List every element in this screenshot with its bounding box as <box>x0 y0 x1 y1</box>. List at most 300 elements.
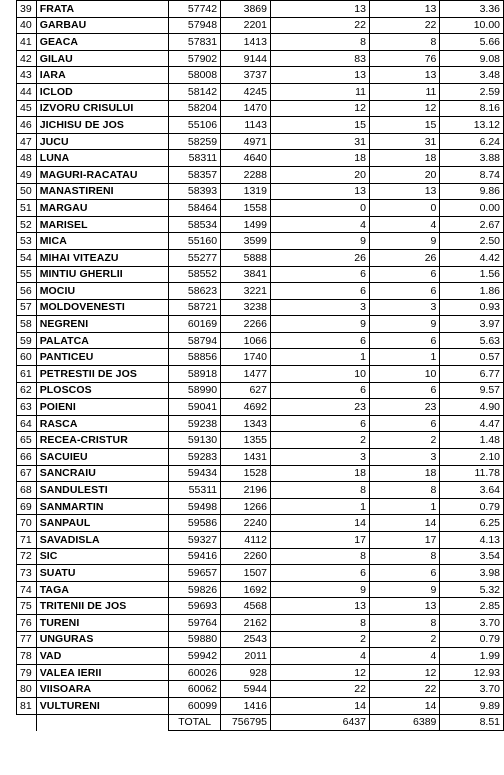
table-row <box>17 183 504 200</box>
siruta-code-cell: 59434 <box>169 465 221 482</box>
total-population: 756795 <box>221 714 271 731</box>
siruta-code-cell: 58393 <box>169 183 221 200</box>
table-row <box>17 349 504 366</box>
row-number-cell: 57 <box>17 299 37 316</box>
table-row <box>17 565 504 582</box>
locality-name-cell: IARA <box>36 67 169 84</box>
value-b-cell: 17 <box>369 532 439 549</box>
rate-cell: 9.08 <box>440 50 504 67</box>
table-row <box>17 548 504 565</box>
value-a-cell: 20 <box>270 166 369 183</box>
siruta-code-cell: 58990 <box>169 382 221 399</box>
siruta-code-cell: 58204 <box>169 100 221 117</box>
row-number-cell: 76 <box>17 614 37 631</box>
locality-name-cell: PALATCA <box>36 332 169 349</box>
value-b-cell: 8 <box>369 614 439 631</box>
locality-name-cell: GEACA <box>36 34 169 51</box>
value-a-cell: 18 <box>270 150 369 167</box>
value-a-cell: 14 <box>270 697 369 714</box>
value-b-cell: 31 <box>369 133 439 150</box>
value-a-cell: 22 <box>270 681 369 698</box>
row-number-cell: 45 <box>17 100 37 117</box>
total-blank-cell <box>36 714 169 731</box>
population-cell: 1416 <box>221 697 271 714</box>
value-a-cell: 83 <box>270 50 369 67</box>
rate-cell: 3.98 <box>440 565 504 582</box>
siruta-code-cell: 59764 <box>169 614 221 631</box>
siruta-code-cell: 58856 <box>169 349 221 366</box>
locality-name-cell: VAD <box>36 648 169 665</box>
row-number-cell: 54 <box>17 249 37 266</box>
table-row <box>17 34 504 51</box>
value-a-cell: 14 <box>270 515 369 532</box>
locality-name-cell: SIC <box>36 548 169 565</box>
locality-name-cell: IZVORU CRISULUI <box>36 100 169 117</box>
table-row <box>17 283 504 300</box>
row-number-cell: 52 <box>17 216 37 233</box>
locality-name-cell: VULTURENI <box>36 697 169 714</box>
population-cell: 2196 <box>221 482 271 499</box>
row-number-cell: 47 <box>17 133 37 150</box>
value-b-cell: 8 <box>369 548 439 565</box>
locality-name-cell: MOLDOVENESTI <box>36 299 169 316</box>
value-a-cell: 3 <box>270 449 369 466</box>
population-cell: 4568 <box>221 598 271 615</box>
siruta-code-cell: 60062 <box>169 681 221 698</box>
row-number-cell: 48 <box>17 150 37 167</box>
siruta-code-cell: 59693 <box>169 598 221 615</box>
rate-cell: 8.74 <box>440 166 504 183</box>
value-b-cell: 18 <box>369 465 439 482</box>
table-row <box>17 366 504 383</box>
locality-name-cell: RASCA <box>36 415 169 432</box>
value-b-cell: 11 <box>369 83 439 100</box>
table-row <box>17 67 504 84</box>
row-number-cell: 73 <box>17 565 37 582</box>
locality-name-cell: SACUIEU <box>36 449 169 466</box>
row-number-cell: 50 <box>17 183 37 200</box>
population-cell: 3737 <box>221 67 271 84</box>
rate-cell: 8.16 <box>440 100 504 117</box>
value-b-cell: 22 <box>369 681 439 698</box>
value-b-cell: 13 <box>369 183 439 200</box>
rate-cell: 2.50 <box>440 233 504 250</box>
row-number-cell: 42 <box>17 50 37 67</box>
table-row <box>17 498 504 515</box>
table-row <box>17 465 504 482</box>
siruta-code-cell: 55311 <box>169 482 221 499</box>
value-b-cell: 13 <box>369 67 439 84</box>
value-a-cell: 8 <box>270 34 369 51</box>
population-cell: 2011 <box>221 648 271 665</box>
table-row <box>17 382 504 399</box>
locality-name-cell: MARGAU <box>36 200 169 217</box>
locality-name-cell: SANDULESTI <box>36 482 169 499</box>
value-b-cell: 13 <box>369 598 439 615</box>
value-b-cell: 6 <box>369 565 439 582</box>
siruta-code-cell: 57902 <box>169 50 221 67</box>
siruta-code-cell: 58552 <box>169 266 221 283</box>
value-a-cell: 11 <box>270 83 369 100</box>
locality-name-cell: SAVADISLA <box>36 532 169 549</box>
value-a-cell: 12 <box>270 664 369 681</box>
population-cell: 1692 <box>221 581 271 598</box>
siruta-code-cell: 59041 <box>169 399 221 416</box>
table-row <box>17 532 504 549</box>
row-number-cell: 60 <box>17 349 37 366</box>
siruta-code-cell: 59130 <box>169 432 221 449</box>
row-number-cell: 78 <box>17 648 37 665</box>
table-row <box>17 515 504 532</box>
population-cell: 4692 <box>221 399 271 416</box>
population-cell: 1528 <box>221 465 271 482</box>
siruta-code-cell: 58918 <box>169 366 221 383</box>
value-a-cell: 8 <box>270 548 369 565</box>
siruta-code-cell: 59327 <box>169 532 221 549</box>
population-cell: 5888 <box>221 249 271 266</box>
value-a-cell: 26 <box>270 249 369 266</box>
value-b-cell: 8 <box>369 482 439 499</box>
value-b-cell: 6 <box>369 283 439 300</box>
value-a-cell: 6 <box>270 266 369 283</box>
population-cell: 3599 <box>221 233 271 250</box>
population-cell: 1470 <box>221 100 271 117</box>
siruta-code-cell: 59657 <box>169 565 221 582</box>
value-a-cell: 2 <box>270 631 369 648</box>
population-cell: 2260 <box>221 548 271 565</box>
row-number-cell: 49 <box>17 166 37 183</box>
locality-name-cell: UNGURAS <box>36 631 169 648</box>
table-row <box>17 299 504 316</box>
population-cell: 1343 <box>221 415 271 432</box>
value-a-cell: 1 <box>270 498 369 515</box>
table-row <box>17 631 504 648</box>
locality-name-cell: SUATU <box>36 565 169 582</box>
locality-name-cell: TURENI <box>36 614 169 631</box>
population-cell: 928 <box>221 664 271 681</box>
locality-name-cell: TAGA <box>36 581 169 598</box>
population-cell: 1431 <box>221 449 271 466</box>
population-cell: 2201 <box>221 17 271 34</box>
row-number-cell: 81 <box>17 697 37 714</box>
data-table <box>16 0 504 731</box>
row-number-cell: 72 <box>17 548 37 565</box>
rate-cell: 0.00 <box>440 200 504 217</box>
value-a-cell: 15 <box>270 117 369 134</box>
rate-cell: 4.13 <box>440 532 504 549</box>
value-b-cell: 13 <box>369 1 439 18</box>
rate-cell: 4.47 <box>440 415 504 432</box>
rate-cell: 6.24 <box>440 133 504 150</box>
locality-name-cell: MOCIU <box>36 283 169 300</box>
value-a-cell: 3 <box>270 299 369 316</box>
locality-name-cell: VALEA IERII <box>36 664 169 681</box>
value-b-cell: 3 <box>369 299 439 316</box>
value-b-cell: 22 <box>369 17 439 34</box>
row-number-cell: 46 <box>17 117 37 134</box>
value-a-cell: 31 <box>270 133 369 150</box>
value-b-cell: 6 <box>369 332 439 349</box>
table-row <box>17 697 504 714</box>
siruta-code-cell: 58623 <box>169 283 221 300</box>
locality-name-cell: SANMARTIN <box>36 498 169 515</box>
population-cell: 1507 <box>221 565 271 582</box>
population-cell: 4971 <box>221 133 271 150</box>
rate-cell: 5.63 <box>440 332 504 349</box>
population-cell: 1558 <box>221 200 271 217</box>
siruta-code-cell: 55277 <box>169 249 221 266</box>
population-cell: 1066 <box>221 332 271 349</box>
value-b-cell: 10 <box>369 366 439 383</box>
siruta-code-cell: 60099 <box>169 697 221 714</box>
value-b-cell: 8 <box>369 34 439 51</box>
row-number-cell: 75 <box>17 598 37 615</box>
locality-name-cell: NEGRENI <box>36 316 169 333</box>
rate-cell: 1.56 <box>440 266 504 283</box>
row-number-cell: 67 <box>17 465 37 482</box>
row-number-cell: 58 <box>17 316 37 333</box>
row-number-cell: 56 <box>17 283 37 300</box>
siruta-code-cell: 57831 <box>169 34 221 51</box>
value-a-cell: 6 <box>270 283 369 300</box>
locality-name-cell: SANPAUL <box>36 515 169 532</box>
rate-cell: 0.57 <box>440 349 504 366</box>
locality-name-cell: MIHAI VITEAZU <box>36 249 169 266</box>
value-b-cell: 15 <box>369 117 439 134</box>
value-a-cell: 6 <box>270 332 369 349</box>
rate-cell: 0.93 <box>440 299 504 316</box>
rate-cell: 0.79 <box>440 498 504 515</box>
locality-name-cell: ICLOD <box>36 83 169 100</box>
value-b-cell: 9 <box>369 316 439 333</box>
table-row <box>17 614 504 631</box>
rate-cell: 12.93 <box>440 664 504 681</box>
table-row <box>17 216 504 233</box>
value-b-cell: 26 <box>369 249 439 266</box>
rate-cell: 1.99 <box>440 648 504 665</box>
population-cell: 2240 <box>221 515 271 532</box>
row-number-cell: 74 <box>17 581 37 598</box>
population-cell: 1477 <box>221 366 271 383</box>
table-row <box>17 581 504 598</box>
locality-name-cell: JICHISU DE JOS <box>36 117 169 134</box>
rate-cell: 1.48 <box>440 432 504 449</box>
value-b-cell: 2 <box>369 432 439 449</box>
siruta-code-cell: 58142 <box>169 83 221 100</box>
population-cell: 1499 <box>221 216 271 233</box>
siruta-code-cell: 55106 <box>169 117 221 134</box>
value-a-cell: 2 <box>270 432 369 449</box>
locality-name-cell: MANASTIRENI <box>36 183 169 200</box>
table-row <box>17 117 504 134</box>
siruta-code-cell: 60026 <box>169 664 221 681</box>
locality-name-cell: PANTICEU <box>36 349 169 366</box>
value-b-cell: 18 <box>369 150 439 167</box>
rate-cell: 3.70 <box>440 614 504 631</box>
value-a-cell: 4 <box>270 648 369 665</box>
siruta-code-cell: 59498 <box>169 498 221 515</box>
rate-cell: 13.12 <box>440 117 504 134</box>
value-b-cell: 2 <box>369 631 439 648</box>
rate-cell: 3.97 <box>440 316 504 333</box>
table-row <box>17 316 504 333</box>
rate-cell: 2.85 <box>440 598 504 615</box>
population-cell: 1740 <box>221 349 271 366</box>
population-cell: 9144 <box>221 50 271 67</box>
population-cell: 4245 <box>221 83 271 100</box>
value-b-cell: 12 <box>369 100 439 117</box>
value-a-cell: 13 <box>270 1 369 18</box>
table-row <box>17 681 504 698</box>
siruta-code-cell: 59826 <box>169 581 221 598</box>
locality-name-cell: GILAU <box>36 50 169 67</box>
siruta-code-cell: 59880 <box>169 631 221 648</box>
population-cell: 1266 <box>221 498 271 515</box>
table-row <box>17 664 504 681</box>
table-row <box>17 50 504 67</box>
locality-name-cell: TRITENII DE JOS <box>36 598 169 615</box>
value-a-cell: 23 <box>270 399 369 416</box>
value-a-cell: 6 <box>270 382 369 399</box>
rate-cell: 2.59 <box>440 83 504 100</box>
table-row <box>17 399 504 416</box>
value-b-cell: 12 <box>369 664 439 681</box>
value-b-cell: 6 <box>369 382 439 399</box>
value-b-cell: 3 <box>369 449 439 466</box>
population-cell: 2266 <box>221 316 271 333</box>
table-row <box>17 17 504 34</box>
table-row <box>17 266 504 283</box>
value-a-cell: 9 <box>270 233 369 250</box>
locality-name-cell: MICA <box>36 233 169 250</box>
table-row <box>17 449 504 466</box>
table-row <box>17 1 504 18</box>
rate-cell: 9.57 <box>440 382 504 399</box>
locality-name-cell: POIENI <box>36 399 169 416</box>
table-row <box>17 648 504 665</box>
row-number-cell: 69 <box>17 498 37 515</box>
locality-name-cell: MAGURI-RACATAU <box>36 166 169 183</box>
value-b-cell: 23 <box>369 399 439 416</box>
population-cell: 2543 <box>221 631 271 648</box>
row-number-cell: 80 <box>17 681 37 698</box>
table-row <box>17 83 504 100</box>
value-b-cell: 1 <box>369 498 439 515</box>
siruta-code-cell: 58008 <box>169 67 221 84</box>
siruta-code-cell: 58464 <box>169 200 221 217</box>
value-a-cell: 6 <box>270 565 369 582</box>
population-cell: 5944 <box>221 681 271 698</box>
table-row <box>17 482 504 499</box>
locality-name-cell: GARBAU <box>36 17 169 34</box>
value-a-cell: 22 <box>270 17 369 34</box>
value-a-cell: 6 <box>270 415 369 432</box>
row-number-cell: 55 <box>17 266 37 283</box>
total-col7: 8.51 <box>440 714 504 731</box>
table-row <box>17 249 504 266</box>
row-number-cell: 40 <box>17 17 37 34</box>
locality-name-cell: PLOSCOS <box>36 382 169 399</box>
siruta-code-cell: 57742 <box>169 1 221 18</box>
row-number-cell: 68 <box>17 482 37 499</box>
locality-name-cell: LUNA <box>36 150 169 167</box>
population-cell: 3238 <box>221 299 271 316</box>
rate-cell: 3.70 <box>440 681 504 698</box>
total-col5: 6437 <box>270 714 369 731</box>
locality-name-cell: VIISOARA <box>36 681 169 698</box>
value-b-cell: 76 <box>369 50 439 67</box>
rate-cell: 6.77 <box>440 366 504 383</box>
row-number-cell: 79 <box>17 664 37 681</box>
population-cell: 1143 <box>221 117 271 134</box>
value-b-cell: 4 <box>369 648 439 665</box>
table-row <box>17 598 504 615</box>
table-row <box>17 332 504 349</box>
value-a-cell: 12 <box>270 100 369 117</box>
rate-cell: 3.88 <box>440 150 504 167</box>
siruta-code-cell: 58534 <box>169 216 221 233</box>
value-b-cell: 0 <box>369 200 439 217</box>
value-b-cell: 4 <box>369 216 439 233</box>
population-cell: 3221 <box>221 283 271 300</box>
row-number-cell: 43 <box>17 67 37 84</box>
siruta-code-cell: 59238 <box>169 415 221 432</box>
value-a-cell: 13 <box>270 67 369 84</box>
total-row <box>17 714 504 731</box>
rate-cell: 2.10 <box>440 449 504 466</box>
locality-name-cell: JUCU <box>36 133 169 150</box>
table-body <box>17 1 504 715</box>
rate-cell: 3.36 <box>440 1 504 18</box>
rate-cell: 3.48 <box>440 67 504 84</box>
locality-name-cell: RECEA-CRISTUR <box>36 432 169 449</box>
value-b-cell: 9 <box>369 233 439 250</box>
total-blank-cell <box>17 714 37 731</box>
value-a-cell: 4 <box>270 216 369 233</box>
value-a-cell: 9 <box>270 316 369 333</box>
siruta-code-cell: 58794 <box>169 332 221 349</box>
row-number-cell: 41 <box>17 34 37 51</box>
table-row <box>17 133 504 150</box>
row-number-cell: 66 <box>17 449 37 466</box>
value-a-cell: 0 <box>270 200 369 217</box>
siruta-code-cell: 59942 <box>169 648 221 665</box>
rate-cell: 10.00 <box>440 17 504 34</box>
value-b-cell: 20 <box>369 166 439 183</box>
row-number-cell: 39 <box>17 1 37 18</box>
rate-cell: 5.32 <box>440 581 504 598</box>
population-cell: 3869 <box>221 1 271 18</box>
value-b-cell: 14 <box>369 515 439 532</box>
table-row <box>17 200 504 217</box>
value-a-cell: 18 <box>270 465 369 482</box>
value-b-cell: 9 <box>369 581 439 598</box>
population-cell: 1413 <box>221 34 271 51</box>
table-row <box>17 166 504 183</box>
value-a-cell: 1 <box>270 349 369 366</box>
population-cell: 627 <box>221 382 271 399</box>
locality-name-cell: MARISEL <box>36 216 169 233</box>
table-row <box>17 150 504 167</box>
rate-cell: 9.86 <box>440 183 504 200</box>
table-row <box>17 432 504 449</box>
siruta-code-cell: 59586 <box>169 515 221 532</box>
rate-cell: 4.42 <box>440 249 504 266</box>
value-b-cell: 6 <box>369 266 439 283</box>
row-number-cell: 61 <box>17 366 37 383</box>
locality-name-cell: PETRESTII DE JOS <box>36 366 169 383</box>
value-a-cell: 13 <box>270 598 369 615</box>
